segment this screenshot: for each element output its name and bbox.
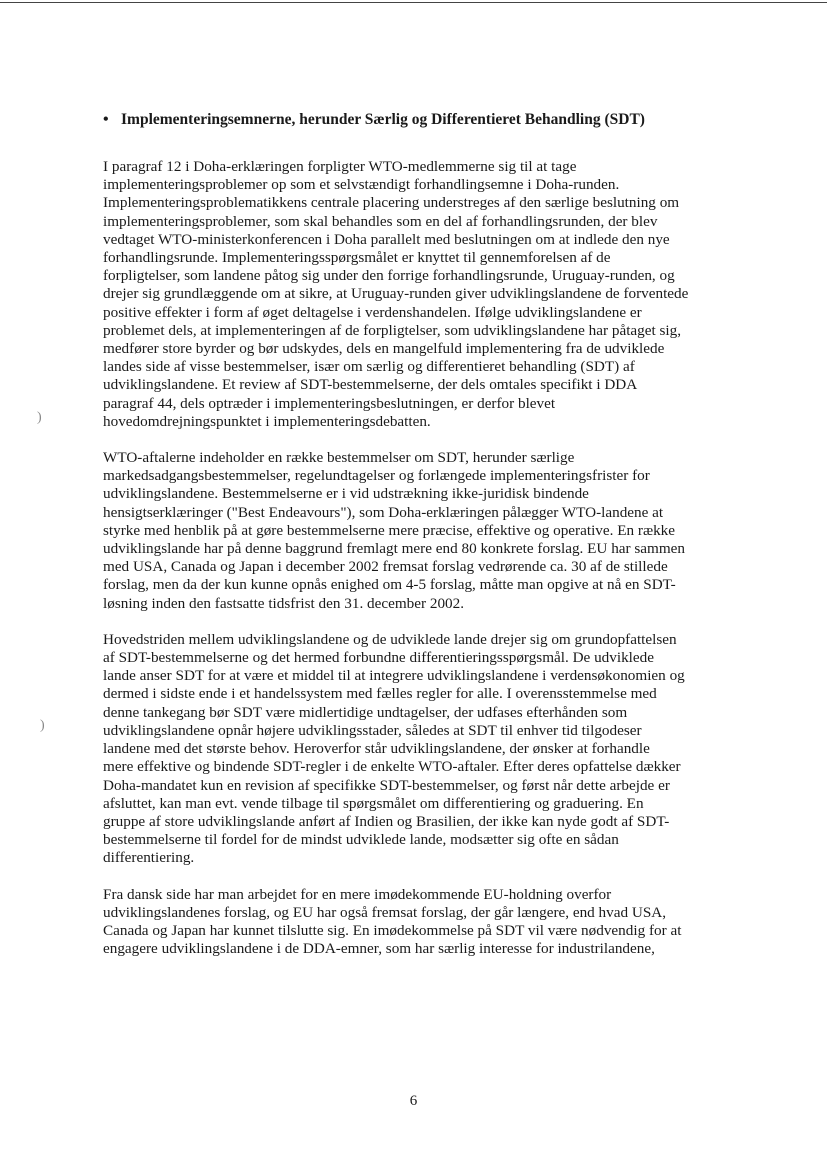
paragraph-line: løsning inden den fastsatte tidsfrist den 31. december 2002. <box>103 594 465 612</box>
paragraph-line: forhandlingsrunde. Implementeringsspørgsmålet er knyttet til gennemforelsen af de <box>103 249 611 267</box>
section-heading <box>103 110 773 130</box>
paragraph-line: hovedomdrejningspunktet i implementeringsdebatten. <box>103 412 431 430</box>
paragraph-line: dermed i sidste ende i et handelssystem med fælles regler for alle. I overensstemmelse med <box>103 685 657 703</box>
paragraph-line: engagere udviklingslandene i de DDA-emner, som har særlig interesse for industrilandene, <box>103 940 655 958</box>
paragraph-line: med USA, Canada og Japan i december 2002 fremsat forslag vedrørende ca. 30 af de stillede <box>103 558 668 576</box>
paragraph <box>103 631 773 868</box>
paragraph-line: udviklingslandene. Bestemmelserne er i vid udstrækning ikke-juridisk bindende <box>103 485 589 503</box>
document-body <box>103 110 773 976</box>
paragraph-line: problemet dels, at implementeringen af de forpligtelser, som udviklingslandene har påtaget sig, <box>103 321 682 339</box>
paragraph-line: afsluttet, kan man evt. vende tilbage til spørgsmålet om differentiering og graduering. En <box>103 794 644 812</box>
paragraph <box>103 158 773 431</box>
paragraph-line: drejer sig grundlæggende om at sikre, at Uruguay-runden giver udviklingslandene de forventede <box>103 285 689 303</box>
paragraph-line: WTO-aftalerne indeholder en række bestemmelser om SDT, herunder særlige <box>103 449 575 467</box>
paragraph-line: Doha-mandatet kun en revision af specifikke SDT-bestemmelser, og først når dette arbejde er <box>103 776 670 794</box>
paragraph-line: Hovedstriden mellem udviklingslandene og de udviklede lande drejer sig om grundopfattelsen <box>103 630 677 648</box>
paragraph-line: af SDT-bestemmelserne og det hermed forbundne differentieringsspørgsmål. De udviklede <box>103 649 654 667</box>
paragraph-line: I paragraf 12 i Doha-erklæringen forpligter WTO-medlemmerne sig til at tage <box>103 158 577 175</box>
paragraph-line: landes side af visse bestemmelser, især om særlig og differentieret behandling (SDT) af <box>103 358 635 376</box>
paragraph-line: Implementeringsproblematikkens centrale placering understreges af den særlige beslutning om <box>103 194 680 212</box>
paragraph-line: hensigtserklæringer ("Best Endeavours"), som Doha-erklæringen pålægger WTO-landene at <box>103 503 664 521</box>
paragraph-line: positive effekter i form af øget deltagelse i verdenshandelen. Ifølge udviklingslandene er <box>103 303 642 321</box>
paragraph-line: gruppe af store udviklingslande anført af Indien og Brasilien, der ikke kan nyde godt af SDT- <box>103 812 670 830</box>
paragraph-line: markedsadgangsbestemmelser, regelundtagelser og forlængede implementeringsfrister for <box>103 467 650 485</box>
paragraph-line: udviklingslandene opnår højere udviklingsstader, således at SDT til enhver tid tilgodeser <box>103 721 642 739</box>
paragraph-line: forslag, men da der kun kunne opnås enighed om 4-5 forslag, måtte man opgive at nå en SDT- <box>103 576 676 594</box>
paragraph-line: Fra dansk side har man arbejdet for en mere imødekommende EU-holdning overfor <box>103 885 612 903</box>
paragraph-line: udviklingslandene. Et review af SDT-bestemmelserne, der dels omtales specifikt i DDA <box>103 376 638 394</box>
paragraph-line: udviklingslande har på denne baggrund fremlagt mere end 80 konkrete forslag. EU har sammen <box>103 540 685 558</box>
paragraph-line: Canada og Japan har kunnet tilslutte sig. En imødekommelse på SDT vil være nødvendig for at <box>103 921 682 939</box>
paragraph-list <box>103 158 773 958</box>
paragraph-line: styrke med henblik på at gøre bestemmelserne mere præcise, effektive og operative. En række <box>103 521 676 539</box>
paragraph <box>103 449 773 613</box>
paragraph-line: mere effektive og bindende SDT-regler i de enkelte WTO-aftaler. Efter deres opfattelse dækker <box>103 758 681 776</box>
scan-top-rule <box>0 2 827 3</box>
paragraph-line: bestemmelserne til fordel for de mindst udviklede lande, modsætter sig ofte en sådan <box>103 831 619 849</box>
bullet-icon: • <box>103 111 109 128</box>
paragraph-line: forpligtelser, som landene påtog sig under den forrige forhandlingsrunde, Uruguay-runden, og <box>103 267 675 285</box>
paragraph-line: denne tankegang bør SDT være midlertidige undtagelser, der udfases efterhånden som <box>103 703 628 721</box>
paragraph-line: paragraf 44, dels optræder i implementeringsbeslutningen, er derfor blevet <box>103 394 556 412</box>
page-number: 6 <box>409 1093 418 1109</box>
paragraph-line: vedtaget WTO-ministerkonferencen i Doha parallelt med beslutningen om at indlede den nye <box>103 230 670 248</box>
paragraph-line: implementeringsproblemer, som skal behandles som en del af forhandlingsrunden, der blev <box>103 212 658 230</box>
margin-bracket-mark: ) <box>37 410 42 425</box>
paragraph <box>103 886 773 959</box>
paragraph-line: implementeringsproblemer op som et selvstændigt forhandlingsemne i Doha-runden. <box>103 176 620 194</box>
section-heading-text: Implementeringsemnerne, herunder Særlig og Differentieret Behandling (SDT) <box>121 111 645 128</box>
paragraph-line: medfører store byrder og bør udskydes, dels en mangelfuld implementering fra de udviklede <box>103 340 665 358</box>
paragraph-line: differentiering. <box>103 849 195 867</box>
paragraph-line: lande anser SDT for at være et middel til at integrere udviklingslandene i verdensøkonomien og <box>103 667 685 685</box>
paragraph-line: landene med det største behov. Heroverfor står udviklingslandene, der ønsker at forhandle <box>103 740 650 758</box>
margin-bracket-mark: ) <box>40 718 45 733</box>
paragraph-line: udviklingslandenes forslag, og EU har også fremsat forslag, der går længere, end hvad USA, <box>103 903 667 921</box>
